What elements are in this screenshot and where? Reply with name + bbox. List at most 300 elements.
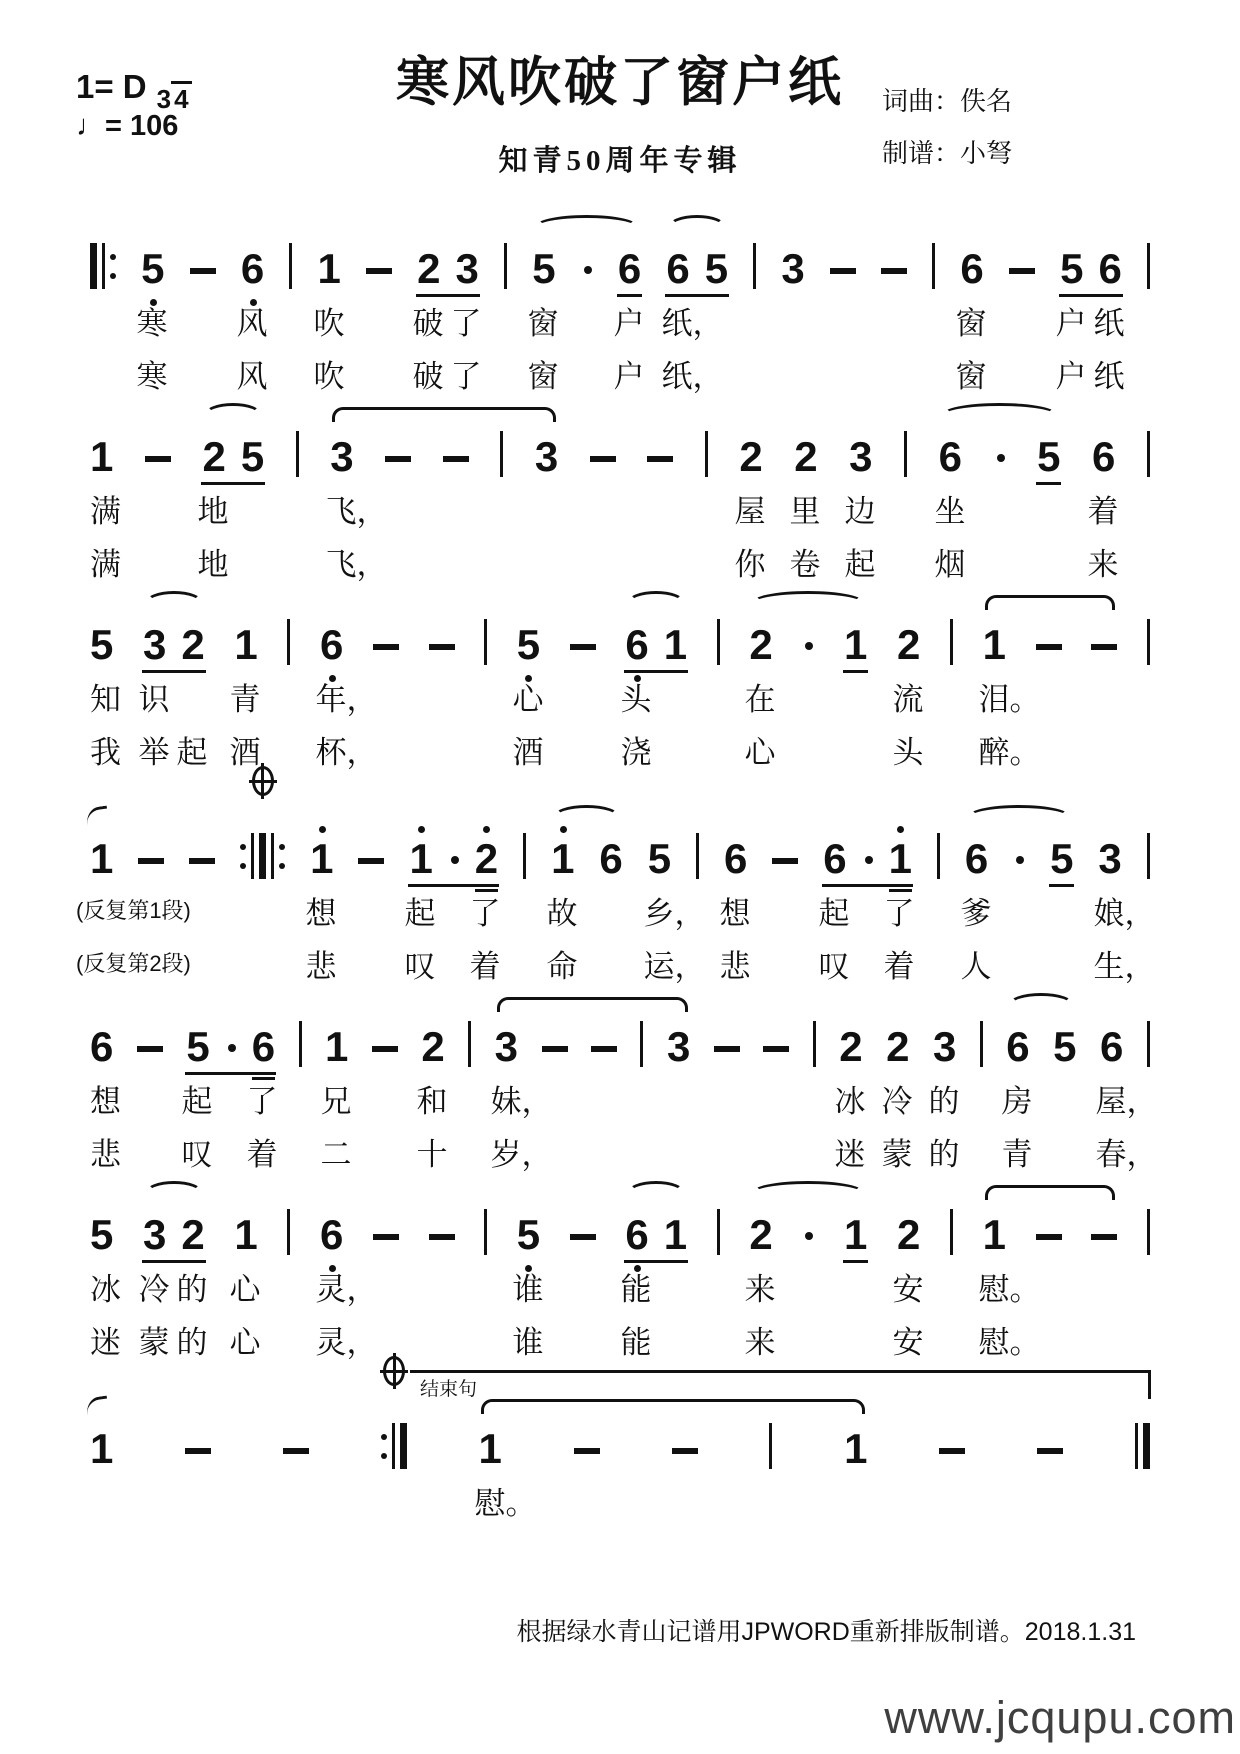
lyric-row (76, 880, 1156, 933)
note (330, 433, 354, 480)
note-digit: 2 (202, 433, 226, 480)
dot-glyph (228, 1044, 236, 1052)
lyric-syllable: 寒 (136, 359, 168, 394)
barline-thin (468, 1020, 471, 1068)
note (532, 245, 556, 292)
dash-note (443, 456, 469, 478)
lyric-syllable: 房 (1001, 1084, 1033, 1119)
lyric-row (90, 1068, 1158, 1121)
slur (1008, 993, 1074, 1017)
lyric-syllable: 慰。 (978, 1272, 1041, 1307)
note-digit: 5 (1053, 1023, 1077, 1070)
lyric-syllable: 想 (719, 896, 751, 931)
beam-group (625, 621, 688, 668)
lyric-row (90, 666, 1150, 719)
note-digit: 5 (1037, 433, 1061, 480)
lyric-syllable: 的 (928, 1084, 960, 1119)
slur (967, 805, 1071, 829)
lyric-syllable: 想 (305, 896, 337, 931)
note-digit: 3 (330, 433, 354, 480)
lyric-row (90, 1121, 1158, 1174)
lyric-syllable: 窗 (527, 359, 559, 394)
note (551, 835, 575, 882)
note (960, 245, 984, 292)
repeat-dots (110, 243, 116, 289)
slur (627, 591, 685, 615)
dash-note (570, 1234, 596, 1256)
note (1037, 433, 1061, 480)
dash-glyph (647, 456, 673, 462)
dash-note (939, 1448, 965, 1470)
note-digit: 1 (409, 835, 433, 882)
note-digit: 2 (896, 1211, 921, 1258)
lyric-syllable: 满 (90, 547, 121, 582)
note-digit: 6 (617, 245, 642, 292)
note (142, 1211, 167, 1258)
note (90, 433, 114, 480)
lyric-syllable: 青 (1001, 1137, 1033, 1172)
tie-bracket (481, 1399, 865, 1414)
barline-thin (504, 242, 507, 290)
music-system (90, 618, 1150, 772)
lyric-row (90, 478, 1150, 531)
note (932, 1023, 957, 1070)
note-digit: 6 (666, 245, 690, 292)
note-digit: 5 (516, 621, 541, 668)
key-line (76, 68, 192, 114)
lyric-syllable: 边 (844, 494, 876, 529)
note-digit: 6 (960, 245, 984, 292)
lyric-syllable: 灵， (315, 1272, 378, 1307)
music-system (90, 430, 1150, 584)
credit-words: 词曲：佚名 (881, 87, 1012, 116)
note (1050, 835, 1074, 882)
note (823, 835, 847, 882)
lyric-syllable: 悲 (719, 949, 751, 984)
barline-thin (484, 618, 487, 666)
lyric-syllable: 纸 (1093, 359, 1125, 394)
lyric-syllable: 在 (744, 682, 776, 717)
note-digit: 1 (982, 1211, 1006, 1258)
lyric-syllable: 纸， (661, 359, 724, 394)
note (617, 245, 642, 292)
beam-group (666, 245, 729, 292)
lyric-syllable: 识 (138, 682, 170, 717)
dash-note (138, 858, 164, 880)
barline-thin (769, 1422, 772, 1470)
barline-thin (287, 618, 290, 666)
lyric-syllable: 叹 (818, 949, 850, 984)
barline-thin (980, 1020, 983, 1068)
repeat-dots (240, 833, 246, 879)
note (202, 433, 226, 480)
beam-group (142, 1211, 205, 1258)
barline-thin (1147, 242, 1150, 290)
note-row (90, 430, 1150, 478)
note-digit: 1 (663, 621, 688, 668)
note-digit: 6 (625, 1211, 649, 1258)
barline-thin (696, 832, 699, 880)
note-row (90, 1379, 1150, 1472)
lyric-syllable: 户 (1055, 306, 1087, 341)
note (739, 433, 763, 480)
dash-glyph (358, 858, 384, 864)
note (478, 1425, 502, 1472)
note-digit: 3 (455, 245, 479, 292)
lyric-syllable: 安 (892, 1325, 924, 1360)
lyric-syllable: 命 (546, 949, 578, 984)
note-digit: 5 (1050, 835, 1074, 882)
note (90, 1211, 114, 1258)
repeat-section-label: (反复第1段) (76, 898, 191, 923)
repeat-dots (279, 833, 285, 879)
note-digit: 6 (1091, 433, 1116, 480)
beam-group (409, 835, 499, 882)
repeat-section-label: (反复第2段) (76, 951, 191, 976)
lyric-syllable: 酒 (229, 735, 261, 770)
augmentation-dot (994, 454, 1006, 478)
lyric-syllable: 叹 (404, 949, 436, 984)
dash-glyph (372, 1046, 398, 1052)
note (1098, 835, 1122, 882)
dash-note (373, 1234, 399, 1256)
note (251, 1023, 276, 1070)
tie-bracket (985, 595, 1115, 610)
note (181, 621, 205, 668)
note (982, 1211, 1006, 1258)
slur (145, 591, 203, 615)
note (1006, 1023, 1030, 1070)
beam-group (202, 433, 265, 480)
dash-glyph (590, 456, 616, 462)
lyric-syllable: 妹， (490, 1084, 553, 1119)
tie-bracket (497, 997, 688, 1012)
barline-thin (484, 1208, 487, 1256)
slur (534, 215, 639, 239)
dash-note (881, 268, 907, 290)
lyric-syllable: 起 (176, 735, 208, 770)
dash-glyph (429, 644, 455, 650)
lyric-syllable: 十 (416, 1137, 448, 1172)
barline-both (240, 832, 285, 880)
dash-glyph (830, 268, 856, 274)
score (76, 242, 1158, 1523)
lyric-syllable: 窗 (527, 306, 559, 341)
lyric-syllable: 飞， (325, 547, 388, 582)
tempo-line (76, 110, 192, 143)
note-digit: 3 (142, 1211, 167, 1258)
dash-glyph (138, 858, 164, 864)
note (534, 433, 559, 480)
dash-glyph (1009, 268, 1035, 274)
note (325, 1023, 349, 1070)
lyric-syllable: 心 (744, 735, 776, 770)
slur (751, 1181, 865, 1205)
note (749, 1211, 773, 1258)
note-digit: 3 (781, 245, 805, 292)
note (794, 433, 818, 480)
augmentation-dot (802, 1232, 814, 1256)
lyric-syllable: 你 (734, 547, 766, 582)
lyric-syllable: 冷 (881, 1084, 913, 1119)
augmentation-dot (225, 1044, 237, 1068)
lyric-syllable: 的 (176, 1272, 208, 1307)
lyric-syllable: 心 (229, 1272, 261, 1307)
lyric-syllable: 青 (229, 682, 261, 717)
note (843, 621, 868, 668)
lyric-syllable: 流 (892, 682, 924, 717)
lyric-syllable: 我 (90, 735, 121, 770)
dash-note (372, 1046, 398, 1068)
lyric-syllable: 悲 (90, 1137, 121, 1172)
dash-note (542, 1046, 568, 1068)
barline-thin (1147, 832, 1150, 880)
note (409, 835, 433, 882)
lyric-syllable: 运， (643, 949, 706, 984)
key-prefix: 1= (76, 68, 114, 105)
note (886, 1023, 910, 1070)
dash-glyph (189, 858, 215, 864)
beam-group (823, 835, 912, 882)
lyric-syllable: 谁 (512, 1325, 544, 1360)
coda-line (410, 1370, 1151, 1399)
note-digit: 5 (1060, 245, 1084, 292)
music-system (90, 1020, 1158, 1174)
lyric-syllable: 能 (620, 1272, 652, 1307)
slur (751, 591, 865, 615)
note-digit: 6 (823, 835, 847, 882)
octave-dot-high (483, 826, 490, 833)
note (417, 245, 441, 292)
dot-glyph (865, 856, 873, 864)
note (1060, 245, 1084, 292)
barline-thin (904, 430, 907, 478)
dash-glyph (190, 268, 216, 274)
dash-glyph (591, 1046, 617, 1052)
lyric-syllable: 吹 (313, 359, 345, 394)
barline-thin (813, 1020, 816, 1068)
note-digit: 3 (142, 621, 167, 668)
lyric-syllable: 起 (818, 896, 850, 931)
note-digit: 2 (886, 1023, 910, 1070)
dash-note (366, 268, 392, 290)
note-digit: 6 (1099, 1023, 1124, 1070)
note-digit: 6 (90, 1023, 114, 1070)
dash-note (283, 1448, 309, 1470)
note (625, 1211, 649, 1258)
lyric-syllable: 迷 (834, 1137, 866, 1172)
dash-glyph (1036, 1234, 1062, 1240)
lyric-syllable: 寒 (136, 306, 168, 341)
dash-note (591, 1046, 617, 1068)
dash-glyph (373, 644, 399, 650)
note (1091, 433, 1116, 480)
note-row (90, 1208, 1150, 1256)
dash-note (145, 456, 171, 478)
lyric-syllable: 迷 (90, 1325, 121, 1360)
music-system (90, 1379, 1150, 1523)
barline-thin (640, 1020, 643, 1068)
note-digit: 2 (474, 835, 499, 882)
note-digit: 5 (90, 1211, 114, 1258)
note (888, 835, 912, 882)
note-digit: 6 (1006, 1023, 1030, 1070)
lyric-row (90, 343, 1150, 396)
note (421, 1023, 445, 1070)
lyric-syllable: 来 (1087, 547, 1119, 582)
augmentation-dot (448, 856, 460, 880)
note-digit: 6 (599, 835, 623, 882)
note-digit: 3 (534, 433, 559, 480)
note (310, 835, 334, 882)
barline-thin (1147, 618, 1150, 666)
dot-glyph (1016, 856, 1024, 864)
dash-note (570, 644, 596, 666)
lyric-syllable: 的 (176, 1325, 208, 1360)
note-digit: 5 (90, 621, 114, 668)
note-digit: 1 (663, 1211, 688, 1258)
dash-note (358, 858, 384, 880)
lyric-syllable: 泪。 (978, 682, 1041, 717)
slur (145, 1181, 203, 1205)
lyric-syllable: 了 (450, 306, 482, 341)
augmentation-dot (1013, 856, 1025, 880)
dash-glyph (763, 1046, 789, 1052)
note-digit: 1 (234, 621, 258, 668)
note-digit: 3 (494, 1023, 519, 1070)
dash-note (385, 456, 411, 478)
lyric-syllable: 屋 (734, 494, 766, 529)
note (516, 621, 541, 668)
lyric-syllable: 户 (613, 359, 645, 394)
note-digit: 3 (666, 1023, 691, 1070)
lyric-syllable: 酒 (512, 735, 544, 770)
dash-glyph (714, 1046, 740, 1052)
note-digit: 1 (90, 1425, 114, 1472)
dash-glyph (881, 268, 907, 274)
note-digit: 2 (896, 621, 921, 668)
dash-note (373, 644, 399, 666)
barline-thin (717, 1208, 720, 1256)
barline-thin (1147, 430, 1150, 478)
time-signature (156, 83, 192, 114)
note (982, 621, 1006, 668)
dash-note (590, 456, 616, 478)
note (186, 1023, 210, 1070)
quarter-note-icon: ♩ (76, 109, 105, 142)
meter-numerator: 3 (156, 83, 172, 114)
note (896, 621, 921, 668)
note (625, 621, 649, 668)
note (1099, 1023, 1124, 1070)
lyric-row (76, 933, 1156, 986)
dash-note (830, 268, 856, 290)
lyric-syllable: 醉。 (978, 735, 1041, 770)
note-digit: 2 (181, 1211, 205, 1258)
tie-bracket (332, 407, 556, 422)
note (319, 1211, 344, 1258)
note-digit: 2 (749, 621, 773, 668)
note (455, 245, 479, 292)
note-digit: 6 (319, 621, 344, 668)
lyric-syllable: 慰。 (978, 1325, 1041, 1360)
note-digit: 2 (794, 433, 818, 480)
lyric-syllable: 着 (883, 949, 915, 984)
dash-glyph (939, 1448, 965, 1454)
lyric-syllable: 地 (197, 547, 229, 582)
lyric-syllable: 里 (789, 494, 821, 529)
lyric-syllable: 岁， (490, 1137, 553, 1172)
note-digit: 1 (888, 835, 912, 882)
lyric-syllable: 起 (844, 547, 876, 582)
note-digit: 6 (1098, 245, 1122, 292)
lyric-syllable: 和 (416, 1084, 448, 1119)
dash-glyph (772, 858, 798, 864)
page-title: 寒风吹破了窗户纸 (396, 53, 844, 112)
lyric-syllable: 娘， (1093, 896, 1156, 931)
barline-thin (937, 832, 940, 880)
lyric-syllable: 心 (512, 682, 544, 717)
note (663, 1211, 688, 1258)
dash-note (137, 1046, 163, 1068)
dash-glyph (1037, 1448, 1063, 1454)
lyric-syllable: 乡， (643, 896, 706, 931)
beam-group (142, 621, 205, 668)
note (142, 621, 167, 668)
key-value: D (122, 68, 147, 105)
dash-note (1036, 1234, 1062, 1256)
tie-stub (85, 806, 109, 826)
lyric-syllable: 风 (236, 359, 268, 394)
barline-thin (523, 832, 526, 880)
beam-group (417, 245, 479, 292)
lyric-syllable: 知 (90, 682, 121, 717)
note (317, 245, 341, 292)
lyric-syllable: 慰。 (474, 1486, 537, 1521)
barline-thin (289, 242, 292, 290)
coda-icon (383, 1356, 405, 1386)
lyric-syllable: 头 (892, 735, 924, 770)
dash-note (1037, 1448, 1063, 1470)
augmentation-dot (581, 266, 593, 290)
lyric-syllable: 灵， (315, 1325, 378, 1360)
lyric-syllable: 安 (892, 1272, 924, 1307)
note (240, 433, 265, 480)
dash-glyph (1036, 644, 1062, 650)
octave-dot-high (560, 826, 567, 833)
barline-thin (500, 430, 503, 478)
tie-stub (85, 1396, 109, 1416)
dash-glyph (1091, 644, 1117, 650)
lyric-syllable: 春， (1095, 1137, 1158, 1172)
lyric-syllable: 生， (1093, 949, 1156, 984)
note-digit: 2 (417, 245, 441, 292)
lyric-syllable: 来 (744, 1272, 776, 1307)
lyric-row (90, 1309, 1150, 1362)
dash-note (185, 1448, 211, 1470)
lyric-syllable: 蒙 (881, 1137, 913, 1172)
barline-begin (90, 242, 116, 290)
lyric-syllable: 起 (181, 1084, 213, 1119)
lyric-syllable: 心 (229, 1325, 261, 1360)
note (849, 433, 873, 480)
note-digit: 6 (938, 433, 962, 480)
dash-note (574, 1448, 600, 1470)
lyric-syllable: 户 (1055, 359, 1087, 394)
barline-thin (717, 618, 720, 666)
dash-note (1036, 644, 1062, 666)
beam-group (186, 1023, 276, 1070)
